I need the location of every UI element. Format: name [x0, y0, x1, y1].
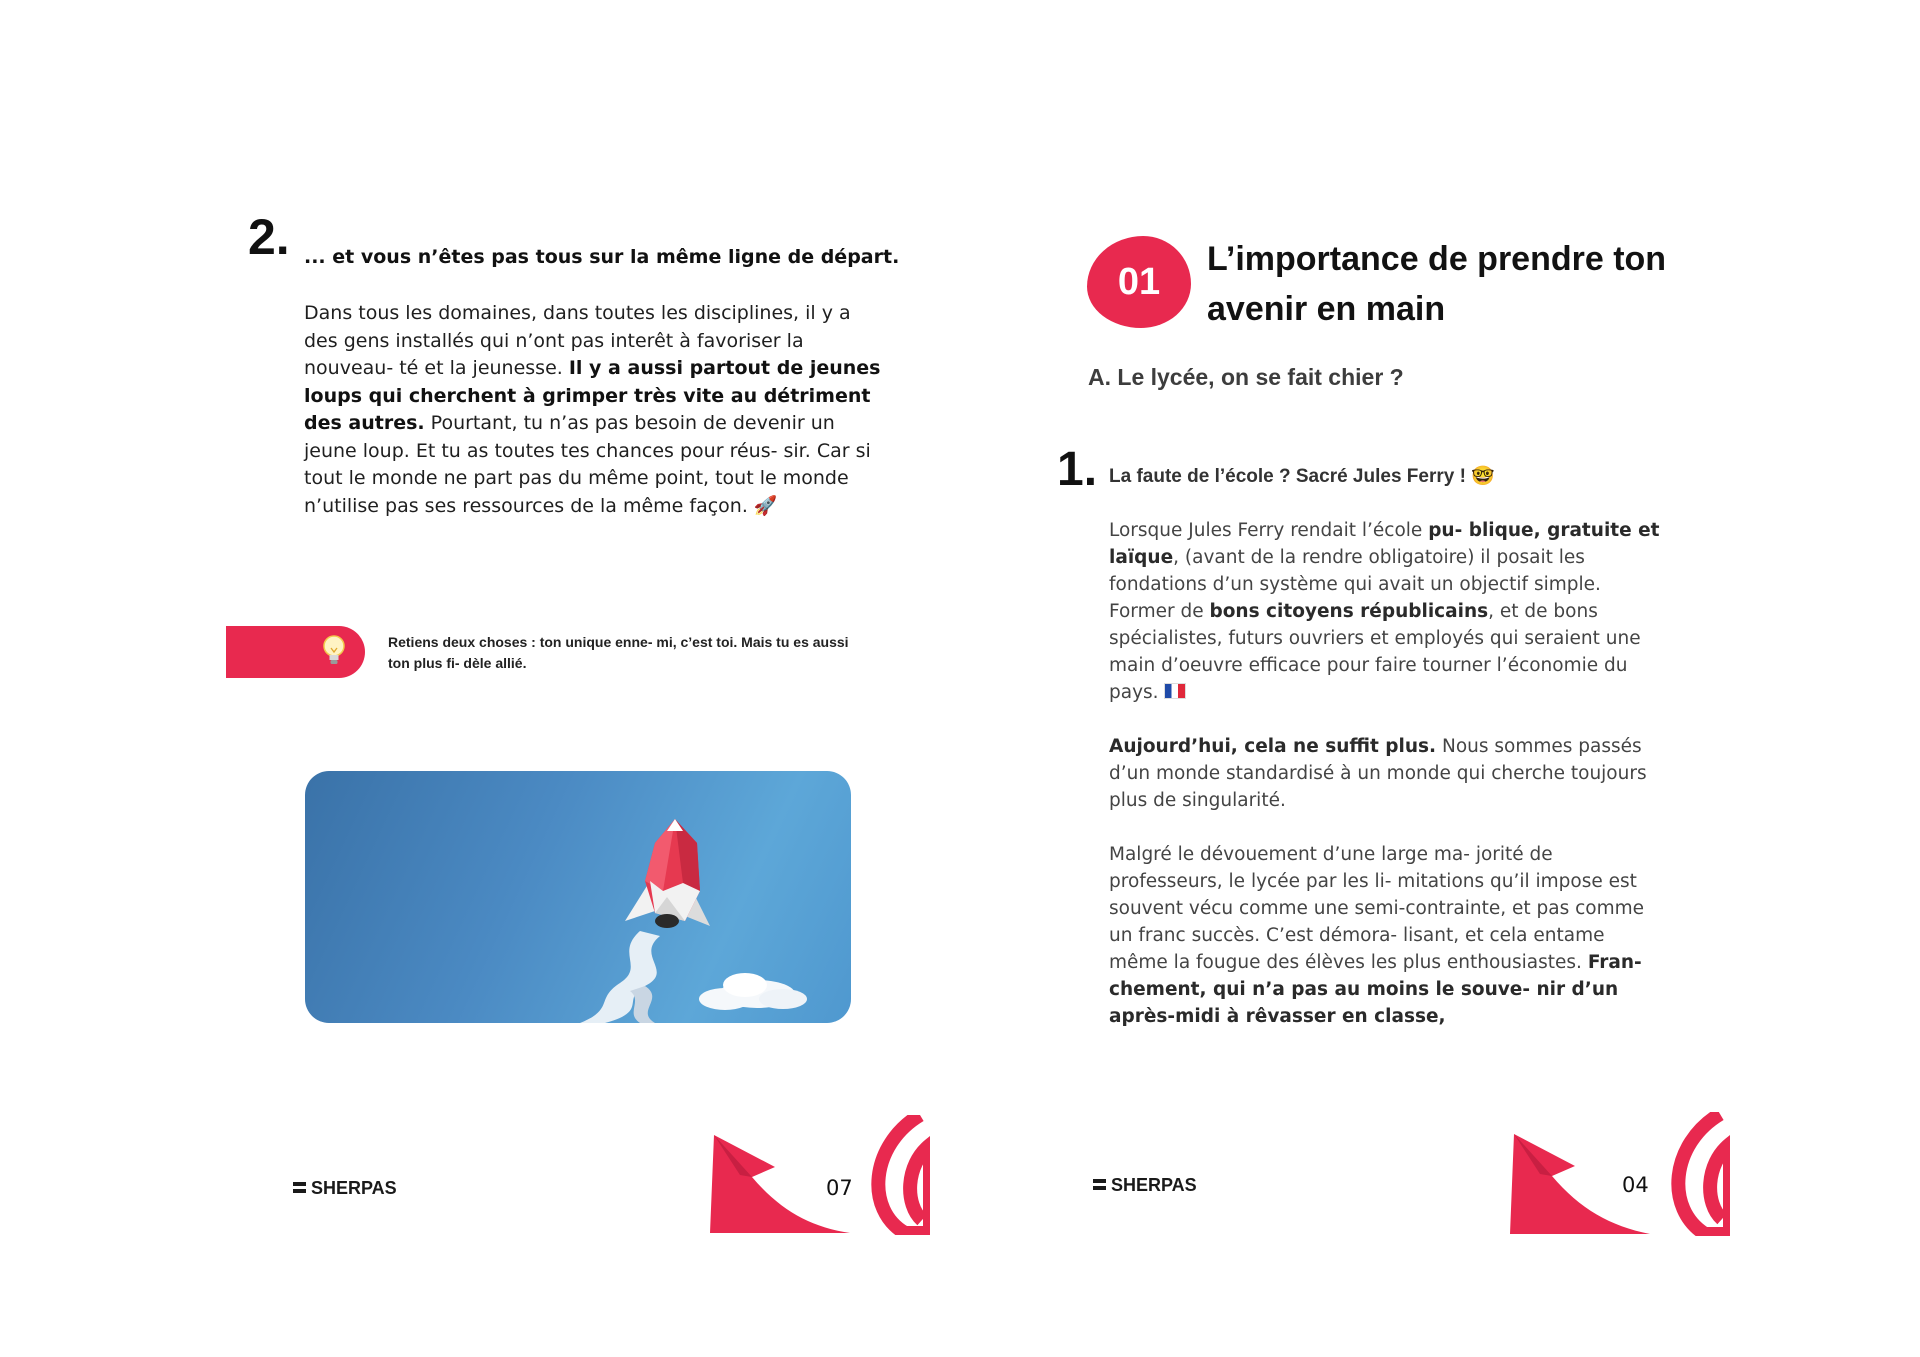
- tip-callout-bar: [226, 626, 365, 678]
- section-heading: ... et vous n’êtes pas tous sur la même ligne de départ.: [304, 246, 900, 268]
- page-number: 07: [826, 1176, 853, 1200]
- chapter-title: L’importance de prendre ton avenir en main: [1207, 240, 1667, 328]
- paragraph-3: Malgré le dévouement d’une large ma- jorité de professeurs, le lycée par les li- mitations qu’il impose est souvent vécu comme une semi-contrainte, et pas comme un franc succès. C’est démora- lisant, et cela entame même la fougue des élèves les plus enthousiastes. Fran- chement, qui n’a pas au moins le souve- nir d’un après-midi à rêvasser en classe,: [1109, 844, 1645, 1027]
- french-flag-icon: [1164, 683, 1186, 699]
- page-number: 04: [1622, 1173, 1649, 1197]
- subsection-title: A. Le lycée, on se fait chier ?: [1088, 364, 1404, 390]
- left-page: [0, 0, 930, 1357]
- sherpas-logo: SHERPAS: [1093, 1175, 1197, 1196]
- body-paragraph: Dans tous les domaines, dans toutes les disciplines, il y a des gens installés qui n’ont pas interêt à favoriser la nouveau- té et la jeunesse. Il y a aussi partout de jeunes loups qui cherchent à grimper très vite au détriment des autres. Pourtant, tu n’as pas besoin de devenir un jeune loup. Et tu as toutes tes chances pour réus- sir. Car si tout le monde ne part pas du même point, tout le monde n’utilise pas ses ressources de la même façon. 🚀: [304, 302, 881, 517]
- sherpas-logo: SHERPAS: [293, 1178, 397, 1199]
- body-text: [1109, 517, 1664, 1057]
- section-number: 2.: [248, 209, 290, 265]
- tip-text: Retiens deux choses : ton unique enne- mi, c’est toi. Mais tu es aussi ton plus fi- dèle allié.: [388, 634, 849, 671]
- right-page: [930, 0, 1920, 1357]
- paragraph-1: Lorsque Jules Ferry rendait l’école pu- blique, gratuite et laïque, (avant de la rendre obligatoire) il posait les fondations d’un système qui avait un objectif simple. Former de bons citoyens républicains, et de bons spécialistes, futurs ouvriers et employés qui seraient une main d’oeuvre efficace pour faire tourner l’économie du pays.: [1109, 520, 1660, 703]
- section-heading: La faute de l’école ? Sacré Jules Ferry ! 🤓: [1109, 466, 1495, 487]
- chapter-number: 01: [1117, 261, 1161, 303]
- paragraph-2: Aujourd’hui, cela ne suffit plus. Nous sommes passés d’un monde standardisé à un monde qui cherche toujours plus de singularité.: [1109, 736, 1647, 811]
- chapter-number-badge: [1087, 236, 1191, 328]
- logo-bars-icon: [293, 1182, 306, 1193]
- red-arrow-decoration: [1500, 1112, 1730, 1236]
- lightbulb-icon: [321, 634, 347, 668]
- logo-bars-icon: [1093, 1179, 1106, 1190]
- section-number: 1.: [1057, 443, 1098, 496]
- red-arrow-decoration: [700, 1115, 930, 1235]
- paper-rocket-illustration: [305, 771, 851, 1023]
